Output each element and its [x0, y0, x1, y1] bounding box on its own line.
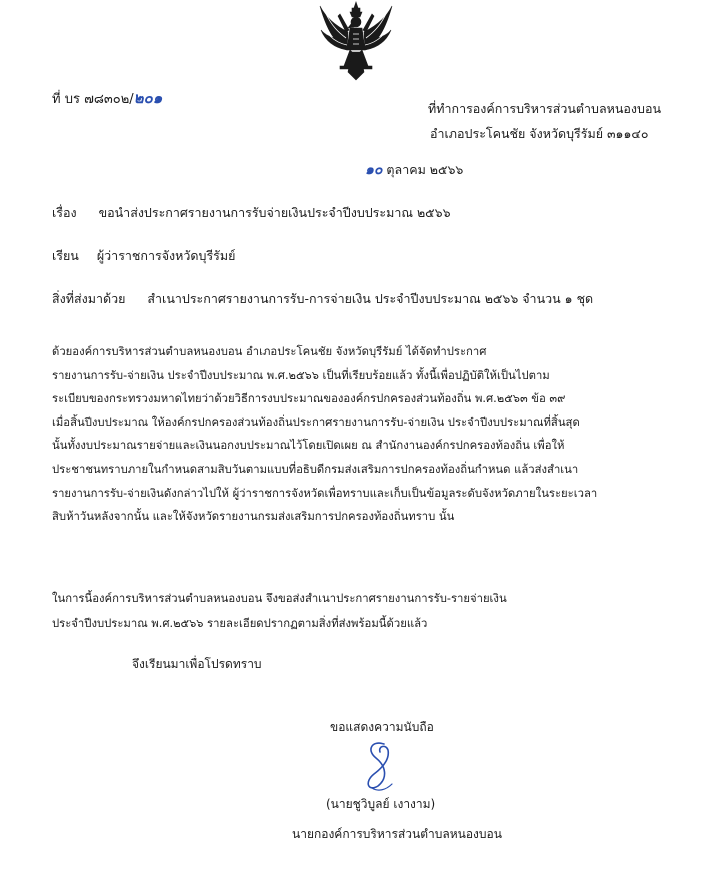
signatory-position: นายกองค์การบริหารส่วนตำบลหนองบอน: [292, 827, 502, 841]
reference-prefix: ที่ บร ๗๘๓๐๒/: [52, 92, 134, 107]
paragraph-1-line: เมื่อสิ้นปีงบประมาณ ให้องค์กรปกครองส่วนท้องถิ่นประกาศรายงานการรับ-จ่ายเงิน ประจำปีงบประมาณที่สิ้นสุด: [52, 415, 580, 429]
garuda-emblem-icon: [318, 0, 394, 82]
closing-request: จึงเรียนมาเพื่อโปรดทราบ: [132, 657, 262, 671]
reference-number: [52, 86, 162, 110]
subject-label: เรื่อง: [52, 205, 77, 220]
recipient-label: เรียน: [52, 248, 79, 263]
paragraph-1-line: ด้วยองค์การบริหารส่วนตำบลหนองบอน อำเภอประโคนชัย จังหวัดบุรีรัมย์ ได้จัดทำประกาศ: [52, 345, 487, 358]
letter-date: [365, 159, 463, 181]
paragraph-1-line: ระเบียบของกระทรวงมหาดไทยว่าด้วยวิธีการงบประมาณขององค์กรปกครองส่วนท้องถิ่น พ.ศ.๒๕๖๓ ข้อ ๓๙: [52, 392, 566, 406]
reference-handwritten-number: ๒๐๑: [133, 89, 163, 107]
paragraph-1-line: สิบห้าวันหลังจากนั้น และให้จังหวัดรายงานกรมส่งเสริมการปกครองท้องถิ่นทราบ นั้น: [52, 510, 455, 524]
recipient-line: [52, 246, 235, 266]
subject-line: [52, 203, 451, 223]
body-paragraph-1: [52, 340, 680, 529]
enclosure-label: สิ่งที่ส่งมาด้วย: [52, 291, 126, 306]
paragraph-1-line: นั้นทั้งงบประมาณรายจ่ายและเงินนอกงบประมาณไว้โดยเปิดเผย ณ สำนักงานองค์กรปกครองท้องถิ่น เพื่อให้: [52, 439, 565, 453]
handwritten-signature: [358, 738, 402, 796]
paragraph-2-line: ในการนี้องค์การบริหารส่วนตำบลหนองบอน จึงขอส่งสำเนาประกาศรายงานการรับ-รายจ่ายเงิน: [52, 592, 507, 605]
office-address-line1: ที่ทำการองค์การบริหารส่วนตำบลหนองบอน: [428, 101, 662, 116]
date-month-year: ตุลาคม ๒๕๖๖: [386, 162, 464, 177]
signatory-name: (นายชูวิบูลย์ เงางาม): [326, 797, 436, 811]
paragraph-1-line: รายงานการรับ-จ่ายเงิน ประจำปีงบประมาณ พ.ศ.๒๕๖๖ เป็นที่เรียบร้อยแล้ว ทั้งนี้เพื่อปฏิบัติให้เป็นไปตาม: [52, 368, 550, 382]
enclosure-line: [52, 289, 593, 309]
office-address-line2: อำเภอประโคนชัย จังหวัดบุรีรัมย์ ๓๑๑๔๐: [430, 126, 649, 141]
subject-text: ขอนำส่งประกาศรายงานการรับจ่ายเงินประจำปีงบประมาณ ๒๕๖๖: [98, 205, 451, 220]
paragraph-2-line: ประจำปีงบประมาณ พ.ศ.๒๕๖๖ รายละเอียดปรากฏตามสิ่งที่ส่งพร้อมนี้ด้วยแล้ว: [52, 617, 428, 630]
date-handwritten-day: ๑๐: [365, 162, 383, 178]
closing-phrase: ขอแสดงความนับถือ: [330, 720, 434, 734]
paragraph-1-line: ประชาชนทราบภายในกำหนดสามสิบวันตามแบบที่อธิบดีกรมส่งเสริมการปกครองท้องถิ่นกำหนด แล้วส่งสำเนา: [52, 462, 579, 476]
recipient-text: ผู้ว่าราชการจังหวัดบุรีรัมย์: [96, 248, 236, 263]
enclosure-text: สำเนาประกาศรายงานการรับ-การจ่ายเงิน ประจำปีงบประมาณ ๒๕๖๖ จำนวน ๑ ชุด: [147, 291, 594, 306]
paragraph-1-line: รายงานการรับ-จ่ายเงินดังกล่าวไปให้ ผู้ว่าราชการจังหวัดเพื่อทราบและเก็บเป็นข้อมูลระดับจังหวัดภายในระยะเวลา: [52, 486, 598, 500]
body-paragraph-2: [52, 586, 680, 636]
